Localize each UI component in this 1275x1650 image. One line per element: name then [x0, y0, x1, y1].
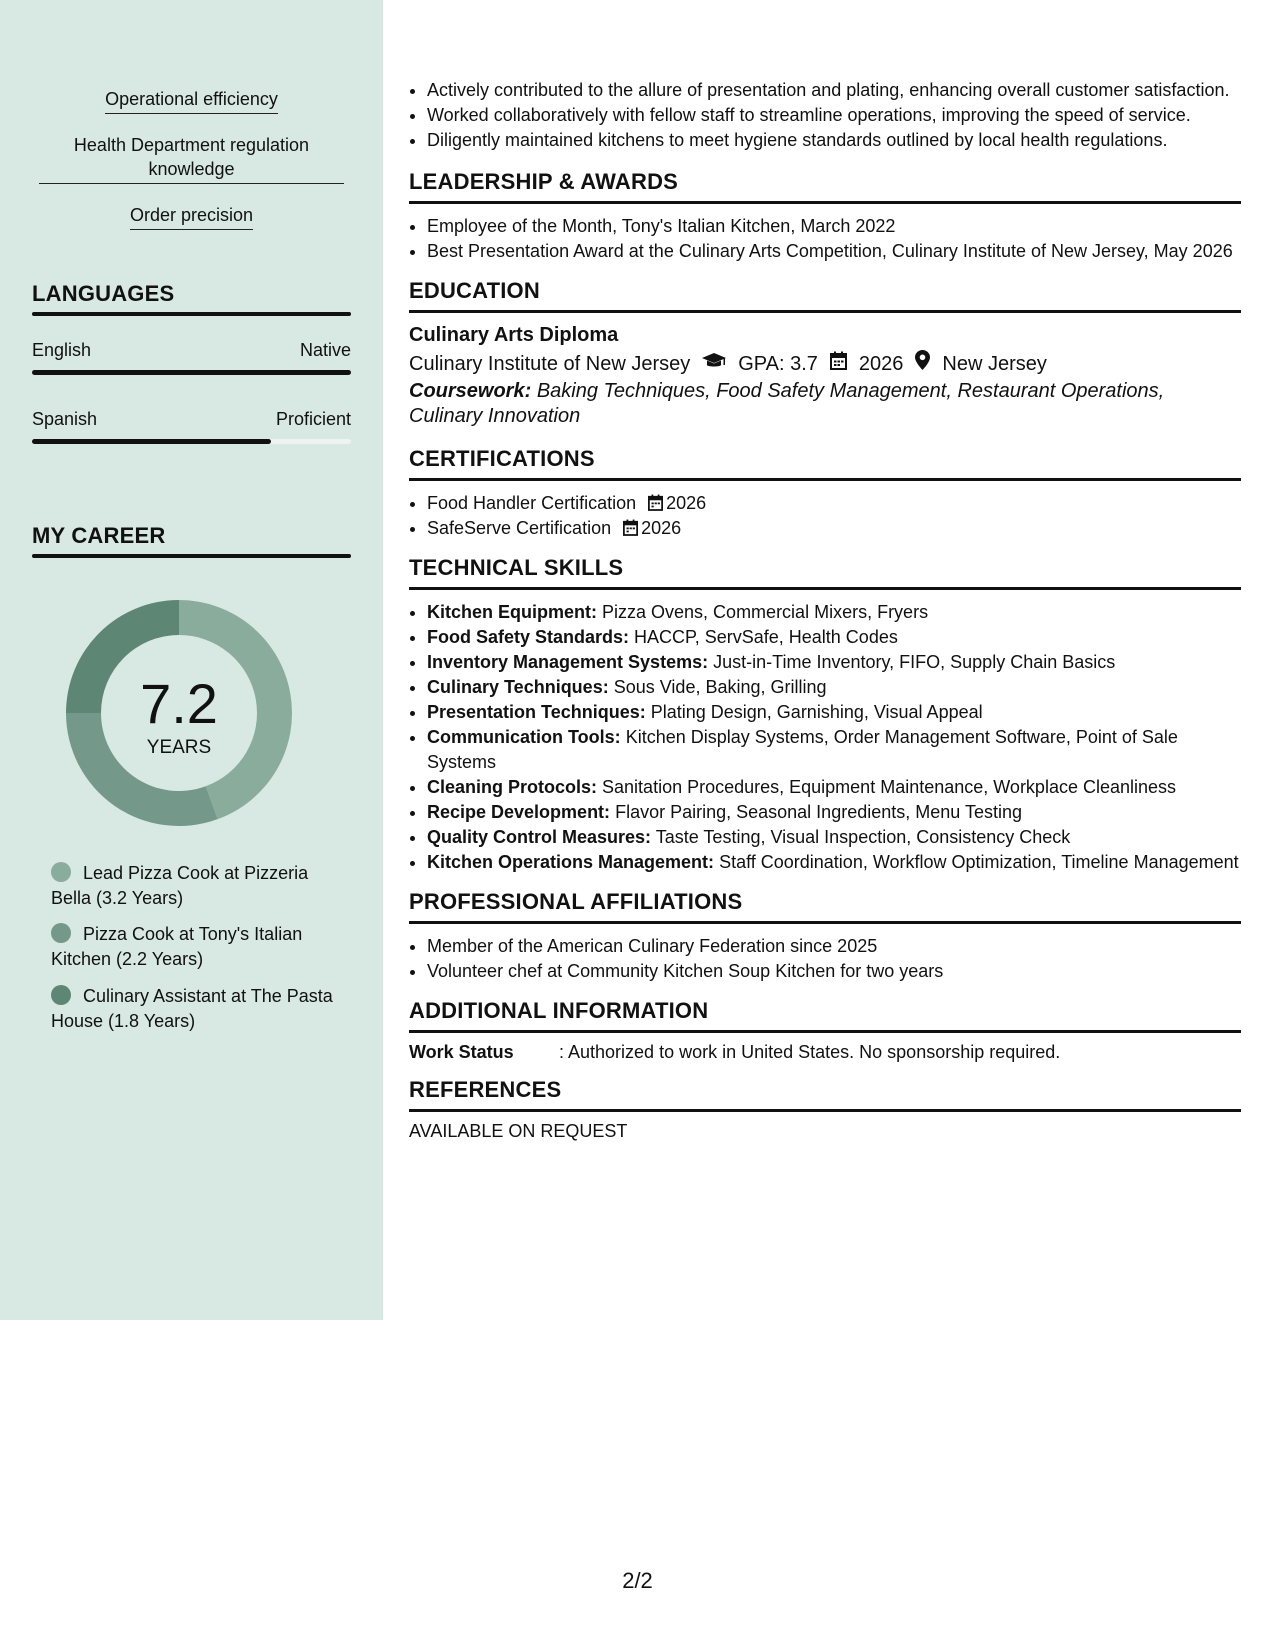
education-section [409, 278, 1241, 429]
list-item: • Diligently maintained kitchens to meet hygiene standards outlined by local health regulations. [427, 128, 1241, 153]
map-pin-icon [915, 349, 930, 379]
degree-title: Culinary Arts Diploma [409, 324, 619, 346]
page-number: 2/2 [622, 1568, 653, 1593]
work-status [409, 1042, 1241, 1063]
career-donut-chart [64, 598, 294, 828]
list-item: • Recipe Development: Flavor Pairing, Seasonal Ingredients, Menu Testing [427, 800, 1241, 825]
graduation-cap-icon [702, 349, 726, 379]
main-content [409, 78, 1241, 1142]
references-section [409, 1077, 1241, 1142]
legend-dot [51, 985, 71, 1005]
section-title: CERTIFICATIONS [409, 446, 1241, 481]
language-level: Native [299, 340, 351, 360]
legend-dot [51, 923, 71, 943]
career-legend-item: Lead Pizza Cook at Pizzeria Bella (3.2 Years) [51, 863, 309, 908]
career-legend-item: Pizza Cook at Tony's Italian Kitchen (2.2 Years) [51, 924, 303, 969]
experience-bullets [409, 78, 1241, 153]
references-text: AVAILABLE ON REQUEST [409, 1121, 628, 1141]
coursework: Coursework: Baking Techniques, Food Safety Management, Restaurant Operations, Culinary Innovation [409, 380, 1165, 427]
section-title: TECHNICAL SKILLS [409, 555, 1241, 590]
list-item: • Kitchen Operations Management: Staff Coordination, Workflow Optimization, Timeline Management [427, 850, 1241, 875]
language-level: Proficient [275, 409, 351, 429]
calendar-icon [830, 349, 847, 379]
list-item: • Cleaning Protocols: Sanitation Procedures, Equipment Maintenance, Workplace Cleanliness [427, 775, 1241, 800]
career-unit: YEARS [146, 737, 212, 758]
legend-dot [51, 862, 71, 882]
list-item: • Culinary Techniques: Sous Vide, Baking, Grilling [427, 675, 1241, 700]
language-name: English [32, 340, 92, 360]
list-item: • Employee of the Month, Tony's Italian Kitchen, March 2022 [427, 214, 1241, 239]
affiliations-section [409, 889, 1241, 984]
skill-item: Operational efficiency [0, 87, 383, 114]
heading-rule [32, 312, 351, 316]
list-item: • SafeServe Certification 2026 [427, 516, 1241, 541]
leadership-section [409, 169, 1241, 264]
certifications-section [409, 446, 1241, 541]
list-item: • Communication Tools: Kitchen Display Systems, Order Management Software, Point of Sale Systems [427, 725, 1241, 775]
work-status-label: Work Status [409, 1042, 514, 1062]
list-item: • Member of the American Culinary Federation since 2025 [427, 934, 1241, 959]
work-status-value: : Authorized to work in United States. No sponsorship required. [559, 1042, 1061, 1062]
languages-heading: LANGUAGES [32, 281, 175, 306]
language-bar-fill [32, 370, 351, 375]
list-item: • Food Safety Standards: HACCP, ServSafe, Health Codes [427, 625, 1241, 650]
list-item: • Quality Control Measures: Taste Testing, Visual Inspection, Consistency Check [427, 825, 1241, 850]
education-meta [409, 349, 1241, 379]
list-item: • Food Handler Certification 2026 [427, 491, 1241, 516]
technical-skills-section [409, 555, 1241, 875]
list-item: • Actively contributed to the allure of presentation and plating, enhancing overall customer satisfaction. [427, 78, 1241, 103]
graduation-year: 2026 [858, 353, 904, 375]
language-bar [32, 439, 351, 444]
section-title: ADDITIONAL INFORMATION [409, 998, 1241, 1033]
school-name: Culinary Institute of New Jersey [409, 353, 691, 375]
gpa: GPA: 3.7 [738, 353, 818, 375]
list-item: • Kitchen Equipment: Pizza Ovens, Commercial Mixers, Fryers [427, 600, 1241, 625]
language-bar [32, 370, 351, 375]
school-location: New Jersey [942, 353, 1047, 375]
career-legend-item: Culinary Assistant at The Pasta House (1.8 Years) [51, 986, 333, 1031]
language-row [32, 340, 351, 361]
list-item: • Best Presentation Award at the Culinary Arts Competition, Culinary Institute of New Jersey, May 2026 [427, 239, 1241, 264]
career-total: 7.2 [140, 672, 218, 735]
section-title: LEADERSHIP & AWARDS [409, 169, 1241, 204]
section-title: REFERENCES [409, 1077, 1241, 1112]
list-item: • Presentation Techniques: Plating Design, Garnishing, Visual Appeal [427, 700, 1241, 725]
calendar-icon [623, 519, 638, 536]
list-item: • Inventory Management Systems: Just-in-Time Inventory, FIFO, Supply Chain Basics [427, 650, 1241, 675]
heading-rule [32, 554, 351, 558]
section-title: EDUCATION [409, 278, 1241, 313]
language-bar-fill [32, 439, 271, 444]
additional-info-section [409, 998, 1241, 1063]
language-name: Spanish [32, 409, 98, 429]
calendar-icon [648, 494, 663, 511]
list-item: • Volunteer chef at Community Kitchen Soup Kitchen for two years [427, 959, 1241, 984]
section-title: PROFESSIONAL AFFILIATIONS [409, 889, 1241, 924]
language-row [32, 409, 351, 430]
career-heading: MY CAREER [32, 523, 166, 548]
skill-item: Order precision [0, 203, 383, 230]
list-item: • Worked collaboratively with fellow staff to streamline operations, improving the speed of service. [427, 103, 1241, 128]
skill-item: Health Department regulation knowledge [0, 133, 383, 184]
sidebar [0, 0, 383, 1320]
